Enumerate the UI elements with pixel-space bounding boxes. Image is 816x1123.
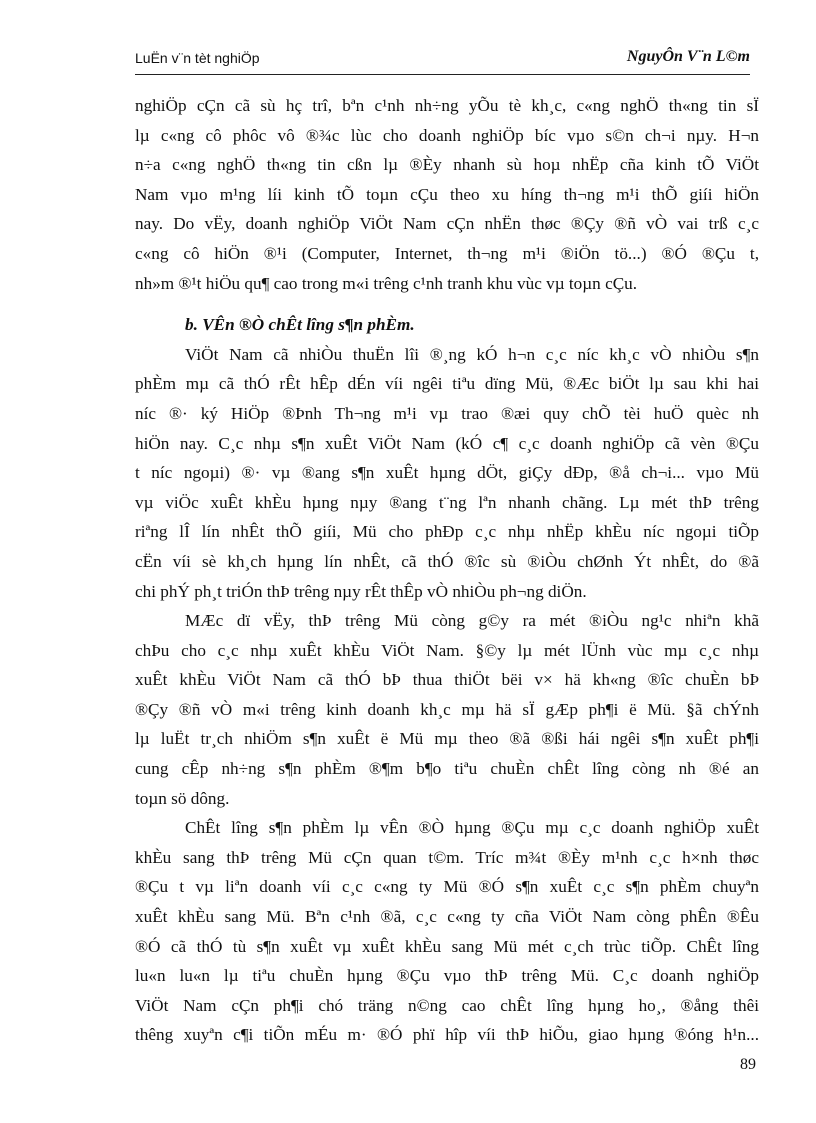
text-line: toµn sö dông. [135, 788, 230, 808]
text-line: n÷a c«ng nghÖ th«ng tin cßn lµ ®Èy nhanh sù hoµ nhËp cña kinh tÕ ViÖt [135, 155, 759, 175]
text-line: ViÖt Nam cã nhiÒu thuËn lîi ®¸ng kÓ h¬n c¸c níc kh¸c vÒ nhiÒu s¶n [185, 344, 759, 364]
text-line: chÞu cho c¸c nhµ xuÊt khÈu ViÖt Nam. §©y lµ mét lÜnh vùc mµ c¸c nhµ [135, 640, 759, 660]
text-line: phÈm mµ cã thÓ rÊt hÊp dÉn víi ngêi tiªu dïng Mü, ®Æc biÖt lµ sau khi hai [135, 374, 759, 394]
text-line: nay. Do vËy, doanh nghiÖp ViÖt Nam cÇn nhËn thøc ®Çy ®ñ vÒ vai trß c¸c [135, 214, 759, 234]
text-line: ®Çu t vµ liªn doanh víi c¸c c«ng ty Mü ®Ó s¶n xuÊt c¸c s¶n phÈm chuyªn [135, 877, 759, 897]
text-line: xuÊt khÈu ViÖt Nam cã thÓ bÞ thua thiÖt bëi v× hä kh«ng ®îc chuÈn bÞ [135, 670, 759, 690]
body-paragraph-2 [135, 606, 759, 813]
text-line: khÈu sang thÞ trêng Mü cÇn quan t©m. Tríc m¾t ®Èy m¹nh c¸c h×nh thøc [135, 847, 759, 867]
body-paragraph-1 [135, 340, 759, 606]
text-line: ®Çy ®ñ vÒ m«i trêng kinh doanh kh¸c mµ hä sÏ gÆp ph¶i ë Mü. §ã chÝnh [135, 699, 759, 719]
text-line: t níc ngoµi) ®· vµ ®ang s¶n xuÊt hµng dÖt, giÇy dÐp, ®å ch¬i... vµo Mü [135, 463, 759, 483]
text-line: nghiÖp cÇn cã sù hç trî, bªn c¹nh nh÷ng yÕu tè kh¸c, c«ng nghÖ th«ng tin sÏ [135, 96, 759, 115]
body-paragraph-3 [135, 813, 759, 1050]
header-author-name: NguyÔn V¨n L©m [626, 48, 750, 65]
page-content [135, 91, 759, 1050]
text-line: lµ c«ng cô phôc vô ®¾c lùc cho doanh nghiÖp bíc vµo s©n ch¬i nµy. H¬n [135, 125, 759, 145]
text-line: lu«n lu«n lµ tiªu chuÈn hµng ®Çu vµo thÞ trêng Mü. C¸c doanh nghiÖp [135, 966, 759, 986]
section-heading: b. VÊn ®Ò chÊt lîng s¶n phÈm. [185, 315, 415, 335]
text-line: c«ng cô hiÖn ®¹i (Computer, Internet, th¬ng m¹i ®iÖn tö...) ®Ó ®Çu t, [135, 243, 759, 263]
text-line: chi phÝ ph¸t triÓn thÞ trêng nµy rÊt thÊp vÒ nhiÒu ph¬ng diÖn. [135, 581, 587, 601]
text-line: ViÖt Nam cÇn ph¶i chó träng n©ng cao chÊt lîng hµng ho¸, ®ång thêi [135, 995, 759, 1015]
text-line: ChÊt lîng s¶n phÈm lµ vÊn ®Ò hµng ®Çu mµ c¸c doanh nghiÖp xuÊt [185, 818, 759, 838]
header-thesis-label: LuËn v¨n tèt nghiÖp [135, 50, 260, 66]
intro-paragraph [135, 91, 759, 298]
text-line: Nam vµo m¹ng líi kinh tÕ toµn cÇu theo xu híng th¬ng m¹i thÕ giíi hiÖn [135, 184, 759, 204]
text-line: níc ®· ký HiÖp ®Þnh Th¬ng m¹i vµ trao ®æi quy chÕ tèi huÖ quèc nh [135, 403, 759, 423]
text-line: MÆc dï vËy, thÞ trêng Mü còng g©y ra mét ®iÒu ng¹c nhiªn khã [185, 611, 759, 631]
text-line: lµ luËt tr¸ch nhiÖm s¶n xuÊt ë Mü mµ theo ®ã ®ßi hái ngêi s¶n xuÊt ph¶i [135, 729, 759, 749]
text-line: vµ viÖc xuÊt khÈu hµng nµy ®ang t¨ng lªn nhanh chãng. Lµ mét thÞ trêng [135, 492, 759, 512]
text-line: nh»m ®¹t hiÖu qu¶ cao trong m«i trêng c¹nh tranh khu vùc vµ toµn cÇu. [135, 273, 638, 293]
text-line: hiÖn nay. C¸c nhµ s¶n xuÊt ViÖt Nam (kÓ c¶ c¸c doanh nghiÖp cã vèn ®Çu [135, 433, 759, 453]
text-line: thêng xuyªn c¶i tiÕn mÉu m· ®Ó phï hîp víi thÞ hiÕu, giao hµng ®óng h¹n... [135, 1025, 759, 1045]
text-line: ®Ó cã thÓ tù s¶n xuÊt vµ xuÊt khÈu sang Mü mét c¸ch trùc tiÕp. ChÊt lîng [135, 936, 759, 956]
page-number: 89 [740, 1056, 756, 1073]
text-line: riªng lÎ lín nhÊt thÕ giíi, Mü cho phÐp c¸c nhµ nhËp khÈu níc ngoµi tiÕp [135, 522, 759, 542]
page-header [135, 48, 750, 75]
text-line: xuÊt khÈu sang Mü. Bªn c¹nh ®ã, c¸c c«ng ty cña ViÖt Nam còng phÊn ®Êu [135, 907, 759, 927]
text-line: cung cÊp nh÷ng s¶n phÈm ®¶m b¶o tiªu chuÈn chÊt lîng còng nh ®é an [135, 759, 759, 779]
text-line: cËn víi sè kh¸ch hµng lín nhÊt, cã thÓ ®îc sù ®iÒu chØnh Ýt nhÊt, do ®ã [135, 551, 759, 571]
